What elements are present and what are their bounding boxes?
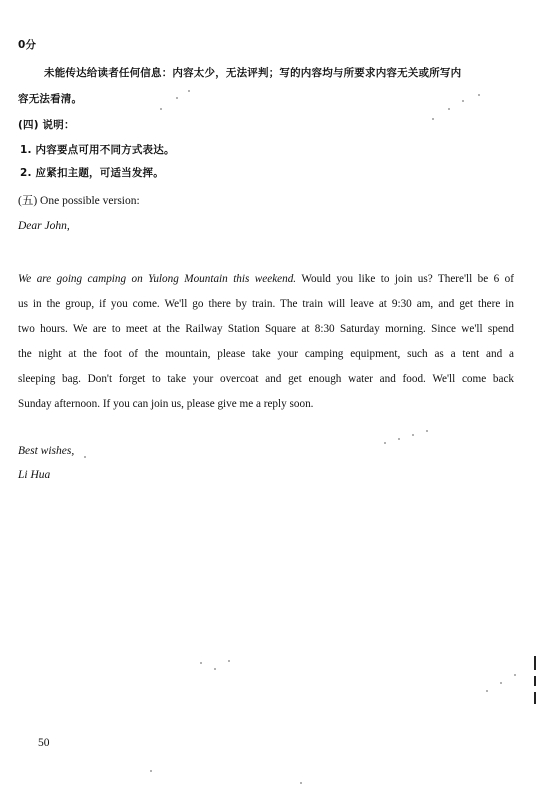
scan-speck bbox=[214, 668, 216, 670]
criteria-text-line-2: 容无法看清。 bbox=[18, 93, 83, 105]
letter-line-1-italic: We are going camping on Yulong Mountain this weekend. bbox=[18, 273, 297, 285]
letter-line-3 bbox=[18, 322, 514, 336]
scan-speck bbox=[486, 690, 488, 692]
note-item-2: 2. 应紧扣主题，可适当发挥。 bbox=[20, 167, 164, 179]
scan-speck bbox=[398, 438, 400, 440]
letter-line-4-text: the night at the foot of the mountain, please take your camping equipment, such as a tent and a bbox=[18, 348, 514, 360]
scan-speck bbox=[200, 662, 202, 664]
scan-speck bbox=[188, 90, 190, 92]
scan-speck bbox=[412, 434, 414, 436]
scan-speck bbox=[500, 682, 502, 684]
scan-speck bbox=[426, 430, 428, 432]
scan-speck bbox=[176, 97, 178, 99]
letter-line-1-text: Would you like to join us? There'll be 6 of bbox=[296, 273, 514, 285]
letter-line-2-text: us in the group, if you come. We'll go there by train. The train will leave at 9:30 am, and get there in bbox=[18, 298, 514, 310]
score-label: 0分 bbox=[18, 39, 37, 51]
letter-line-2 bbox=[18, 297, 514, 311]
note-item-1: 1. 内容要点可用不同方式表达。 bbox=[20, 144, 175, 156]
letter-line-6-text: Sunday afternoon. If you can join us, please give me a reply soon. bbox=[18, 398, 314, 410]
notes-heading: (四) 说明： bbox=[18, 119, 75, 131]
letter-line-5-text: sleeping bag. Don't forget to take your overcoat and get enough water and food. We'll come back bbox=[18, 373, 514, 385]
letter-line-5 bbox=[18, 372, 514, 386]
page-number: 50 bbox=[38, 737, 50, 749]
letter-line-4 bbox=[18, 347, 514, 361]
version-heading: (五) One possible version: bbox=[18, 195, 140, 207]
scan-speck bbox=[448, 108, 450, 110]
scan-speck bbox=[462, 100, 464, 102]
scan-speck bbox=[160, 108, 162, 110]
letter-closing: Best wishes, bbox=[18, 445, 75, 457]
letter-line-1 bbox=[18, 272, 514, 286]
scan-speck bbox=[300, 782, 302, 784]
scan-speck bbox=[478, 94, 480, 96]
scan-speck bbox=[84, 456, 86, 458]
letter-line-6 bbox=[18, 397, 313, 411]
scan-speck bbox=[228, 660, 230, 662]
letter-line-3-text: two hours. We are to meet at the Railway Station Square at 8:30 Saturday morning. Since we'll spend bbox=[18, 323, 514, 335]
letter-signature: Li Hua bbox=[18, 469, 51, 481]
scan-speck bbox=[432, 118, 434, 120]
criteria-text-line-1: 未能传达给读者任何信息：内容太少，无法评判；写的内容均与所要求内容无关或所写内 bbox=[44, 67, 462, 79]
scan-speck bbox=[514, 674, 516, 676]
letter-salutation: Dear John, bbox=[18, 220, 70, 232]
scan-speck bbox=[384, 442, 386, 444]
scan-speck bbox=[150, 770, 152, 772]
